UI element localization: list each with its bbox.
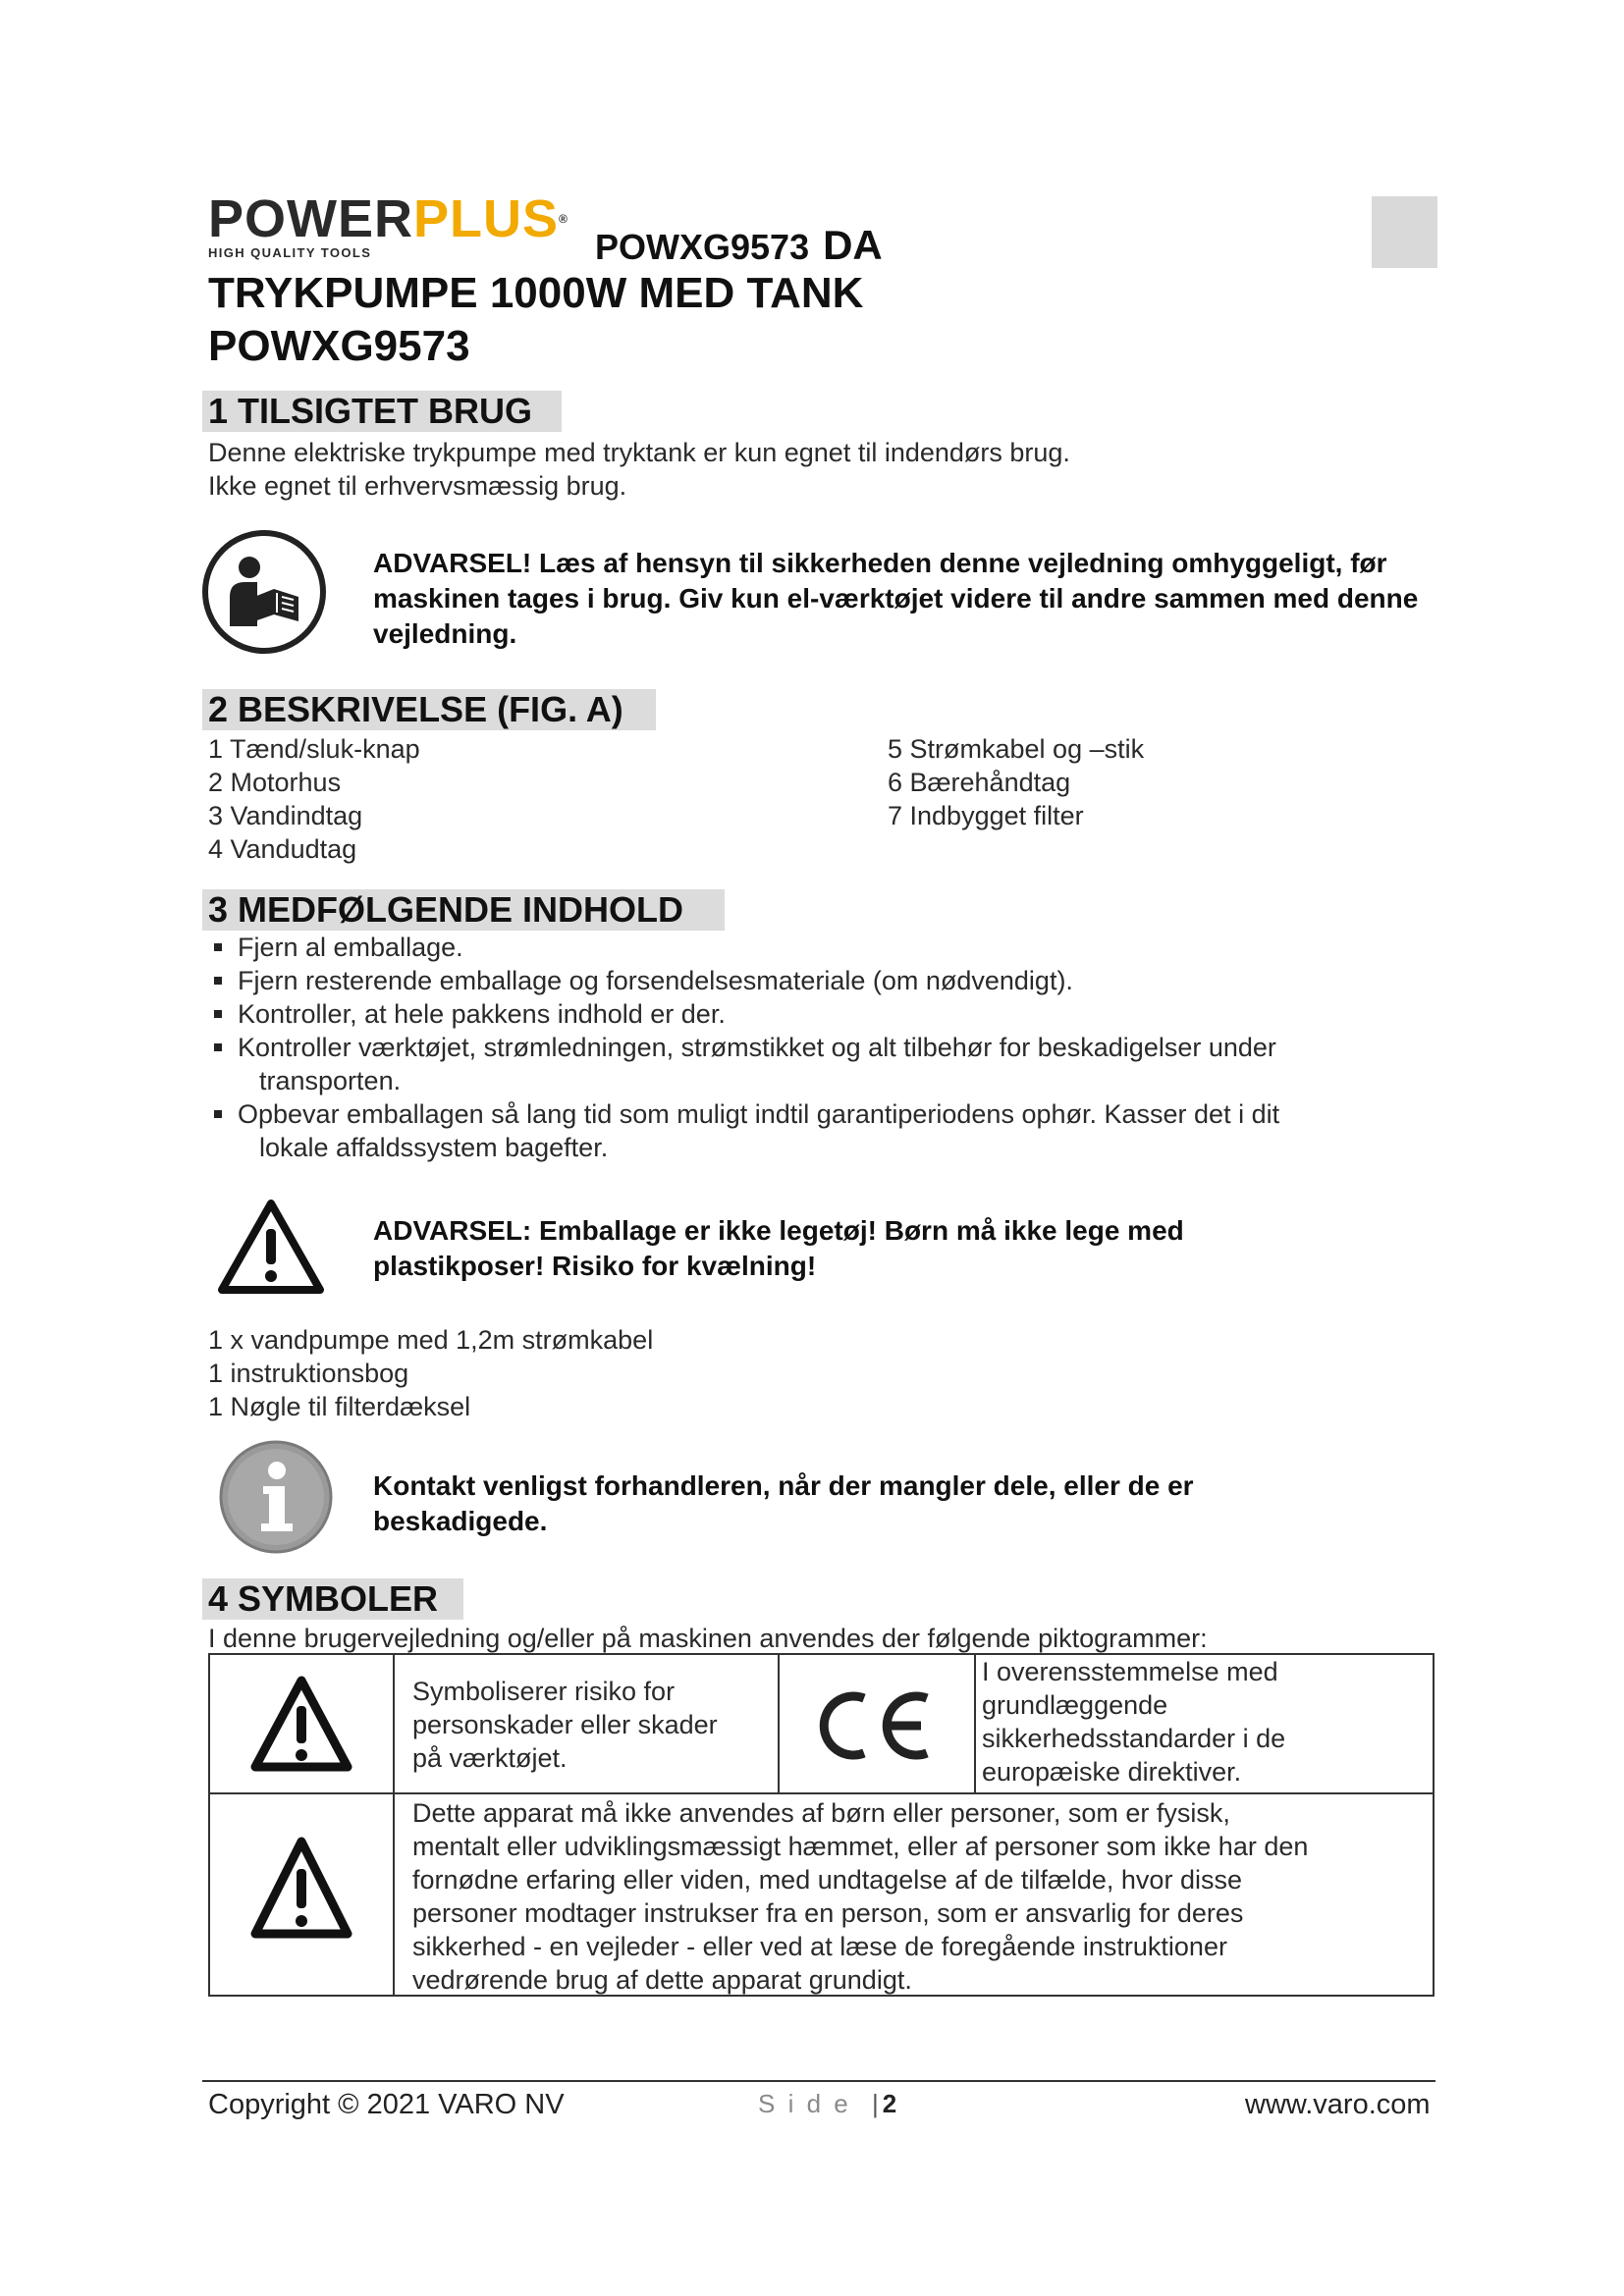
footer-page: S i d e | 2 (758, 2089, 897, 2118)
contents-bullet-list (208, 931, 1445, 1164)
footer-rule (202, 2080, 1435, 2082)
list-item: 3 Vandindtag (208, 801, 363, 830)
table-divider (974, 1655, 976, 1792)
list-item: Kontroller, at hele pakkens indhold er der. (208, 997, 1445, 1031)
warning-triangle-icon (249, 1673, 353, 1775)
warning-triangle-icon (249, 1834, 353, 1942)
list-item: 4 Vandudtag (208, 834, 357, 864)
list-item: 1 Tænd/sluk-knap (208, 734, 420, 764)
info-missing-parts: Kontakt venligst forhandleren, når der mangler dele, eller de er beskadigede. (373, 1470, 1194, 1536)
language-code: DA (823, 222, 883, 268)
list-item: 7 Indbygget filter (888, 801, 1084, 830)
list-item: Fjern resterende emballage og forsendelsesmateriale (om nødvendigt). (208, 964, 1445, 997)
list-item: 1 x vandpumpe med 1,2m strømkabel (208, 1325, 654, 1355)
list-item: 1 Nøgle til filterdæksel (208, 1392, 471, 1421)
list-item: 6 Bærehåndtag (888, 768, 1071, 797)
package-contents (208, 1323, 653, 1423)
section-heading-4: 4 SYMBOLER (202, 1578, 463, 1620)
section-heading-3: 3 MEDFØLGENDE INDHOLD (202, 889, 725, 931)
symbols-intro: I denne brugervejledning og/eller på maskinen anvendes der følgende piktogrammer: (208, 1624, 1208, 1653)
table-divider (393, 1655, 395, 1995)
list-item: Fjern al emballage. (208, 931, 1445, 964)
page-number: 2 (882, 2089, 897, 2118)
logo-tagline: HIGH QUALITY TOOLS (208, 245, 372, 260)
page-title: TRYKPUMPE 1000W MED TANK POWXG9573 (208, 269, 864, 370)
model-header: POWXG9573 DA (595, 222, 883, 268)
list-item: Opbevar emballagen så lang tid som muligt indtil garantiperiodens ophør. Kasser det i dit lokale affaldssystem bagefter. (208, 1097, 1445, 1164)
symbol-ce-text: I overensstemmelse med grundlæggende sikkerhedsstandarder i de europæiske direktiver. (982, 1657, 1286, 1787)
intended-use-text: Denne elektriske trykpumpe med tryktank er kun egnet til indendørs brug. Ikke egnet til erhvervsmæssig brug. (208, 438, 1070, 501)
info-circle-icon (218, 1439, 334, 1555)
footer-copyright: Copyright © 2021 VARO NV (208, 2089, 565, 2120)
brand-logo (208, 189, 571, 261)
warning-read-manual: ADVARSEL! Læs af hensyn til sikkerheden denne vejledning omhyggeligt, før maskinen tages i brug. Giv kun el-værktøjet videre til andre sammen med denne vejledning. (373, 548, 1419, 649)
list-item: 2 Motorhus (208, 768, 342, 797)
list-item: Kontroller værktøjet, strømledningen, strømstikket og alt tilbehør for beskadigelser under transporten. (208, 1031, 1445, 1097)
list-item: 1 instruktionsbog (208, 1359, 409, 1388)
symbols-table (208, 1653, 1435, 1997)
symbol-children-text: Dette apparat må ikke anvendes af børn eller personer, som er fysisk, mentalt eller udviklingsmæssigt hæmmet, eller af personer som ikke har den fornødne erfaring eller viden, med undtagelse af de tilfælde, hvor disse personer modtager instrukser fra en person, som er ansvarlig for deres sikkerhed - en vejleder - eller ved at læse de foregående instruktioner vedrørende brug af dette apparat grundigt. (412, 1798, 1309, 1995)
ce-mark-icon (803, 1684, 950, 1767)
description-list-right (888, 732, 1144, 832)
warning-packaging: ADVARSEL: Emballage er ikke legetøj! Børn må ikke lege med plastikposer! Risiko for kvælning! (373, 1215, 1184, 1281)
table-divider (778, 1655, 780, 1792)
read-manual-icon (200, 528, 328, 656)
logo-wordmark: POWERPLUS® (208, 189, 568, 248)
corner-tab (1372, 196, 1437, 268)
description-list-left (208, 732, 420, 866)
section-heading-1: 1 TILSIGTET BRUG (202, 391, 562, 432)
warning-triangle-icon (216, 1198, 326, 1296)
footer-url[interactable]: www.varo.com (1245, 2089, 1431, 2120)
section-heading-2: 2 BESKRIVELSE (FIG. A) (202, 689, 656, 730)
list-item: 5 Strømkabel og –stik (888, 734, 1145, 764)
symbol-risk-text: Symboliserer risiko for personskader eller skader på værktøjet. (412, 1677, 718, 1773)
